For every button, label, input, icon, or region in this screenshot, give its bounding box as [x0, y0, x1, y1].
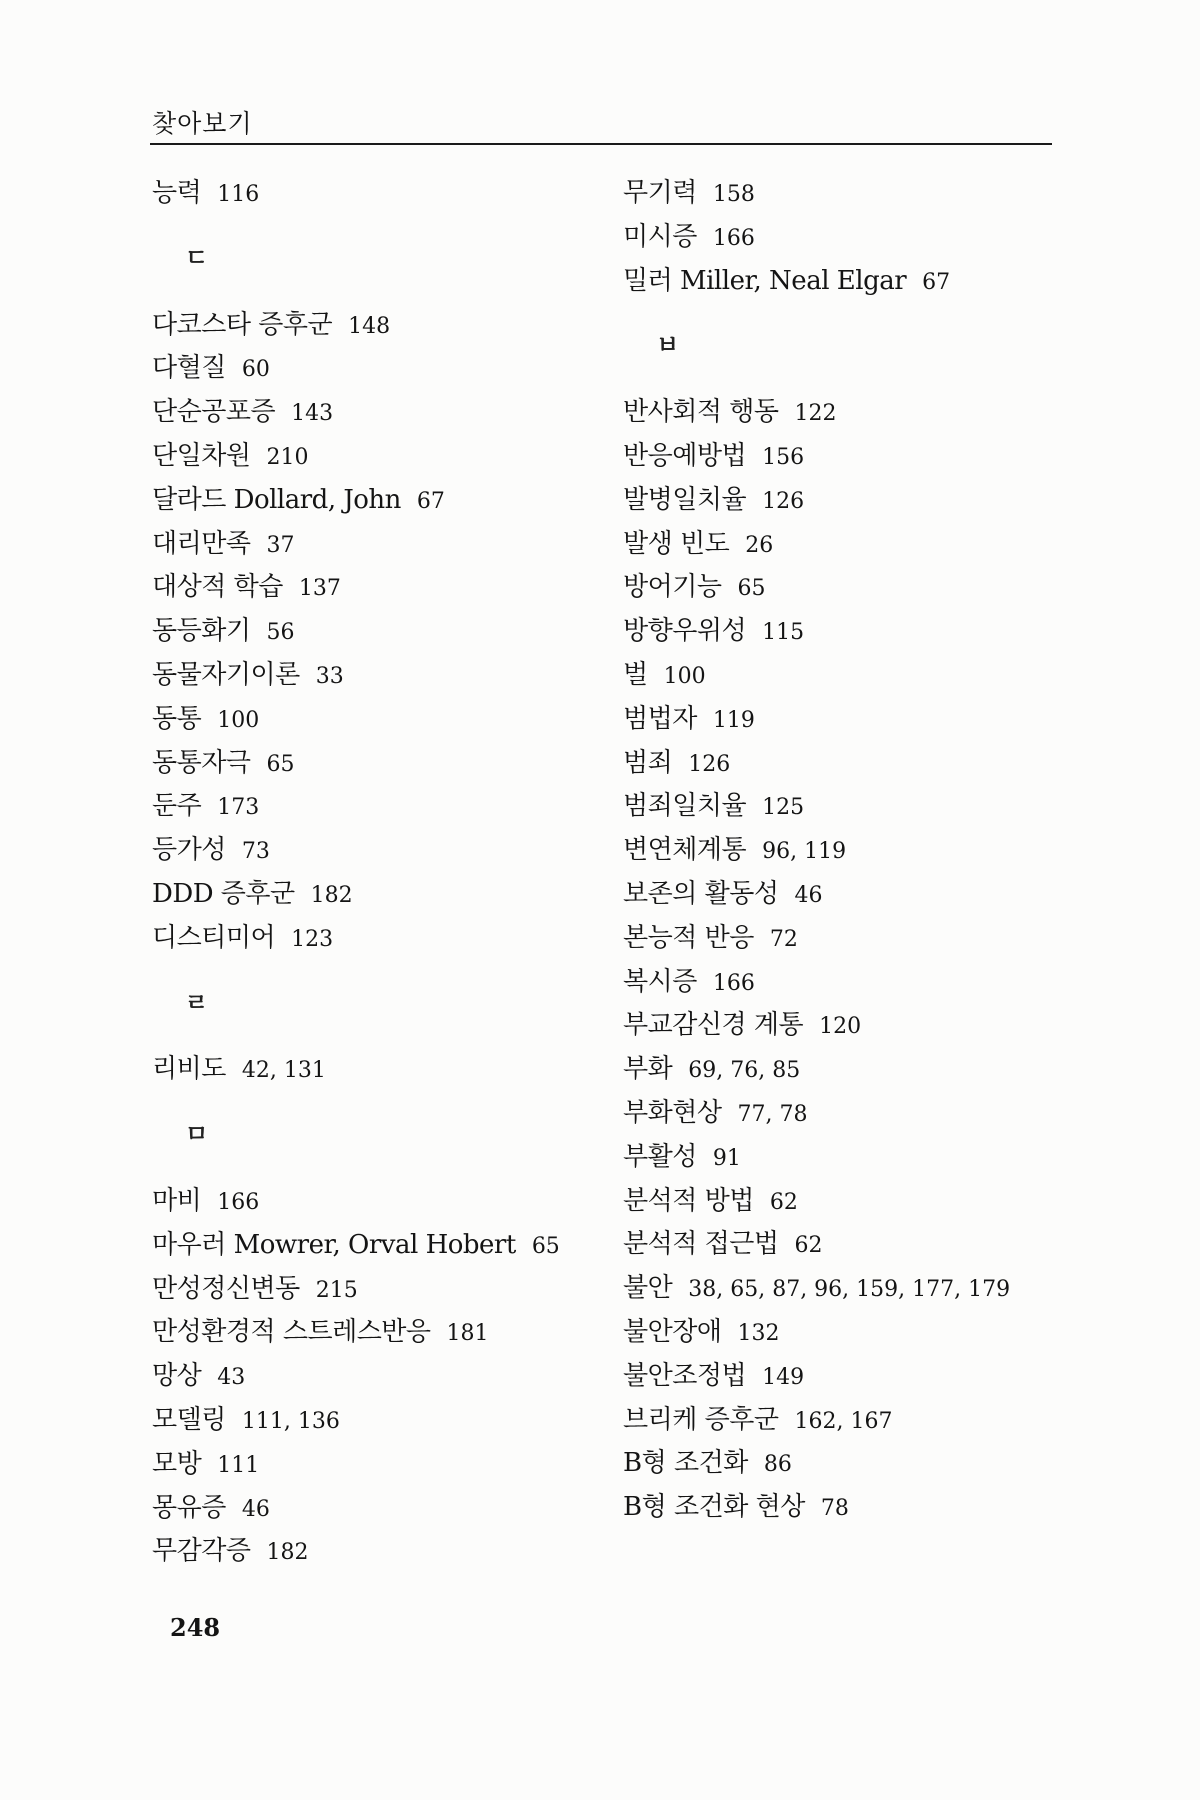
index-term: 브리케 증후군	[623, 1404, 779, 1435]
index-page-refs: 182	[310, 883, 353, 908]
index-term: 몽유증	[152, 1492, 226, 1523]
index-page-refs: 38, 65, 87, 96, 159, 177, 179	[688, 1277, 1011, 1303]
index-entry	[152, 1054, 326, 1085]
index-page-refs: 125	[762, 795, 805, 821]
index-term: 범법자	[623, 703, 697, 734]
index-page-refs: 37	[266, 532, 295, 558]
index-entry	[152, 616, 295, 647]
index-entry	[623, 1141, 741, 1172]
index-letter-heading: ㅁ	[185, 1120, 209, 1149]
index-entry	[623, 1185, 798, 1216]
index-page-refs: 166	[712, 970, 755, 996]
index-term: 범죄	[623, 747, 673, 778]
index-entry	[152, 1317, 489, 1348]
index-letter-heading: ㅂ	[656, 331, 680, 360]
index-entry	[152, 1448, 260, 1479]
index-term: 범죄일치율	[623, 791, 747, 822]
index-page-refs: 56	[266, 620, 295, 646]
index-page-refs: 42, 131	[241, 1058, 326, 1084]
index-entry	[623, 791, 805, 822]
index-page-refs: 156	[762, 445, 805, 470]
index-page-refs: 91	[712, 1145, 741, 1171]
index-page-refs: 69, 76, 85	[688, 1058, 801, 1084]
index-term: 망상	[152, 1361, 202, 1392]
index-page-refs: 149	[762, 1364, 805, 1390]
index-page-refs: 210	[266, 445, 309, 470]
index-term: 능력	[152, 178, 202, 208]
index-term: 부교감신경 계통	[623, 1010, 804, 1041]
index-term: 무기력	[623, 178, 697, 208]
index-entry	[623, 397, 837, 428]
index-page-refs: 182	[266, 1540, 309, 1566]
index-entry	[152, 443, 308, 469]
header-rule	[150, 143, 1052, 145]
index-entry	[623, 1492, 849, 1523]
index-entry	[623, 747, 731, 778]
index-term: 동통	[152, 703, 202, 734]
index-term: 반사회적 행동	[623, 397, 779, 428]
index-page-refs: 116	[217, 182, 260, 207]
index-page-refs: 181	[446, 1321, 489, 1347]
index-term: 동등화기	[152, 616, 251, 647]
index-page-refs: 67	[416, 488, 445, 514]
index-term: 등가성	[152, 835, 226, 866]
index-entry	[623, 881, 822, 907]
index-entry	[152, 1188, 259, 1214]
index-term: B형 조건화 현상	[623, 1492, 805, 1523]
index-entry	[623, 528, 774, 559]
index-term: 모델링	[152, 1405, 226, 1435]
index-page-refs: 46	[241, 1496, 270, 1522]
index-term: 불안	[623, 1273, 673, 1304]
index-entry	[623, 1448, 792, 1479]
index-term: 부활성	[623, 1141, 697, 1172]
index-term: 발생 빈도	[623, 528, 730, 559]
index-entry	[623, 1404, 893, 1435]
index-entry	[623, 1360, 805, 1391]
index-entry	[623, 966, 755, 997]
page-number: 248	[170, 1613, 221, 1642]
index-page-refs: 62	[794, 1233, 823, 1259]
index-entry	[623, 572, 766, 603]
index-page-refs: 137	[298, 576, 341, 602]
index-term: 다혈질	[152, 353, 226, 384]
index-term: 보존의 활동성	[623, 879, 779, 909]
index-entry	[623, 1054, 801, 1085]
index-page-refs: 96, 119	[762, 839, 847, 865]
index-page-refs: 126	[762, 488, 805, 514]
index-entry	[152, 1492, 270, 1523]
index-term: 분석적 방법	[623, 1185, 754, 1216]
index-entry	[623, 1100, 807, 1126]
index-term: 밀러 Miller, Neal Elgar	[623, 265, 907, 296]
index-entry	[623, 1010, 862, 1041]
index-page-refs: 122	[794, 401, 837, 427]
index-page-refs: 46	[794, 883, 823, 908]
index-entry	[623, 922, 798, 953]
index-letter-heading: ㄹ	[185, 988, 209, 1017]
index-page-refs: 111	[217, 1452, 260, 1478]
index-page-refs: 166	[217, 1190, 260, 1215]
index-entry	[152, 747, 295, 778]
index-term: 복시증	[623, 966, 697, 997]
index-entry	[623, 265, 951, 296]
index-page-refs: 132	[737, 1321, 780, 1346]
index-page-refs: 100	[217, 707, 260, 733]
index-entry	[623, 1229, 823, 1260]
index-page-refs: 143	[291, 401, 334, 427]
index-term: 다코스타 증후군	[152, 309, 333, 340]
index-term: 방어기능	[623, 572, 722, 603]
index-term: 발병일치율	[623, 484, 747, 515]
index-term: 대리만족	[152, 528, 251, 559]
index-term: 무감각증	[152, 1536, 251, 1567]
index-page-refs: 67	[922, 269, 951, 295]
index-page-refs: 111, 136	[241, 1409, 340, 1434]
index-entry	[152, 397, 334, 428]
index-entry	[152, 1229, 560, 1260]
index-entry	[152, 1361, 246, 1392]
index-term: 동통자극	[152, 747, 251, 778]
index-entry	[152, 922, 334, 953]
index-page-refs: 120	[819, 1014, 862, 1040]
index-term: DDD 증후군	[152, 879, 295, 909]
index-page-refs: 78	[820, 1496, 849, 1522]
index-term: 모방	[152, 1448, 202, 1479]
index-page-refs: 126	[688, 751, 731, 777]
index-term: 달라드 Dollard, John	[152, 484, 401, 515]
index-term: B형 조건화	[623, 1448, 748, 1479]
index-page-refs: 162, 167	[794, 1408, 893, 1434]
index-entry	[152, 353, 270, 384]
index-page-refs: 86	[763, 1452, 792, 1478]
index-page-refs: 158	[712, 182, 755, 207]
index-page-refs: 62	[769, 1189, 798, 1215]
index-page-refs: 115	[762, 620, 805, 646]
index-page-refs: 100	[663, 664, 706, 689]
index-entry	[152, 881, 353, 907]
index-entry	[152, 309, 391, 340]
index-entry	[623, 221, 755, 252]
index-term: 단순공포증	[152, 397, 276, 428]
index-entry	[623, 835, 847, 866]
index-term: 리비도	[152, 1054, 226, 1085]
index-page-refs: 33	[315, 664, 344, 689]
index-entry	[152, 1273, 358, 1304]
page-header-title: 찾아보기	[152, 109, 253, 138]
index-entry	[152, 835, 270, 866]
index-term: 변연체계통	[623, 835, 747, 866]
index-term: 방향우위성	[623, 616, 747, 647]
index-page-refs: 73	[241, 839, 270, 865]
index-term: 불안조정법	[623, 1360, 747, 1391]
index-term: 부화현상	[623, 1098, 722, 1128]
index-entry	[152, 180, 259, 206]
index-page-refs: 43	[217, 1365, 246, 1391]
index-entry	[623, 662, 706, 688]
index-entry	[152, 703, 260, 734]
index-entry	[152, 1407, 340, 1433]
index-term: 동물자기이론	[152, 660, 300, 690]
index-term: 벌	[623, 660, 648, 690]
index-entry	[152, 1536, 309, 1567]
index-entry	[623, 484, 805, 515]
index-term: 반응예방법	[623, 441, 747, 471]
index-entry	[623, 616, 805, 647]
index-page-refs: 215	[315, 1277, 358, 1303]
index-page-refs: 26	[745, 532, 774, 558]
index-page-refs: 119	[712, 707, 755, 733]
index-entry	[623, 443, 804, 469]
index-entry	[623, 703, 755, 734]
index-term: 불안장애	[623, 1317, 722, 1347]
index-entry	[152, 572, 341, 603]
index-page-refs: 123	[291, 926, 334, 952]
index-entry	[152, 662, 344, 688]
index-page-refs: 166	[712, 225, 755, 251]
index-term: 단일차원	[152, 441, 251, 471]
index-page-refs: 72	[769, 926, 798, 952]
index-page-refs: 60	[241, 357, 270, 383]
index-entry	[152, 484, 445, 515]
index-term: 디스티미어	[152, 922, 276, 953]
index-term: 부화	[623, 1054, 673, 1085]
index-page-refs: 65	[266, 751, 295, 777]
index-entry	[623, 180, 755, 206]
index-page-refs: 77, 78	[737, 1102, 808, 1127]
index-term: 본능적 반응	[623, 922, 754, 953]
index-entry	[152, 528, 295, 559]
index-entry	[623, 1319, 779, 1345]
index-term: 대상적 학습	[152, 572, 283, 603]
index-term: 분석적 접근법	[623, 1229, 779, 1260]
index-term: 마비	[152, 1186, 202, 1216]
index-page-refs: 65	[531, 1233, 560, 1259]
index-term: 둔주	[152, 791, 202, 822]
index-letter-heading: ㄷ	[185, 243, 209, 272]
index-page-refs: 148	[348, 313, 391, 339]
index-term: 만성환경적 스트레스반응	[152, 1317, 431, 1348]
index-entry	[152, 791, 260, 822]
index-term: 만성정신변동	[152, 1273, 300, 1304]
index-term: 마우러 Mowrer, Orval Hobert	[152, 1229, 516, 1260]
index-page-refs: 65	[737, 576, 766, 602]
index-entry	[623, 1273, 1011, 1304]
index-page-refs: 173	[217, 795, 260, 821]
index-term: 미시증	[623, 221, 697, 252]
